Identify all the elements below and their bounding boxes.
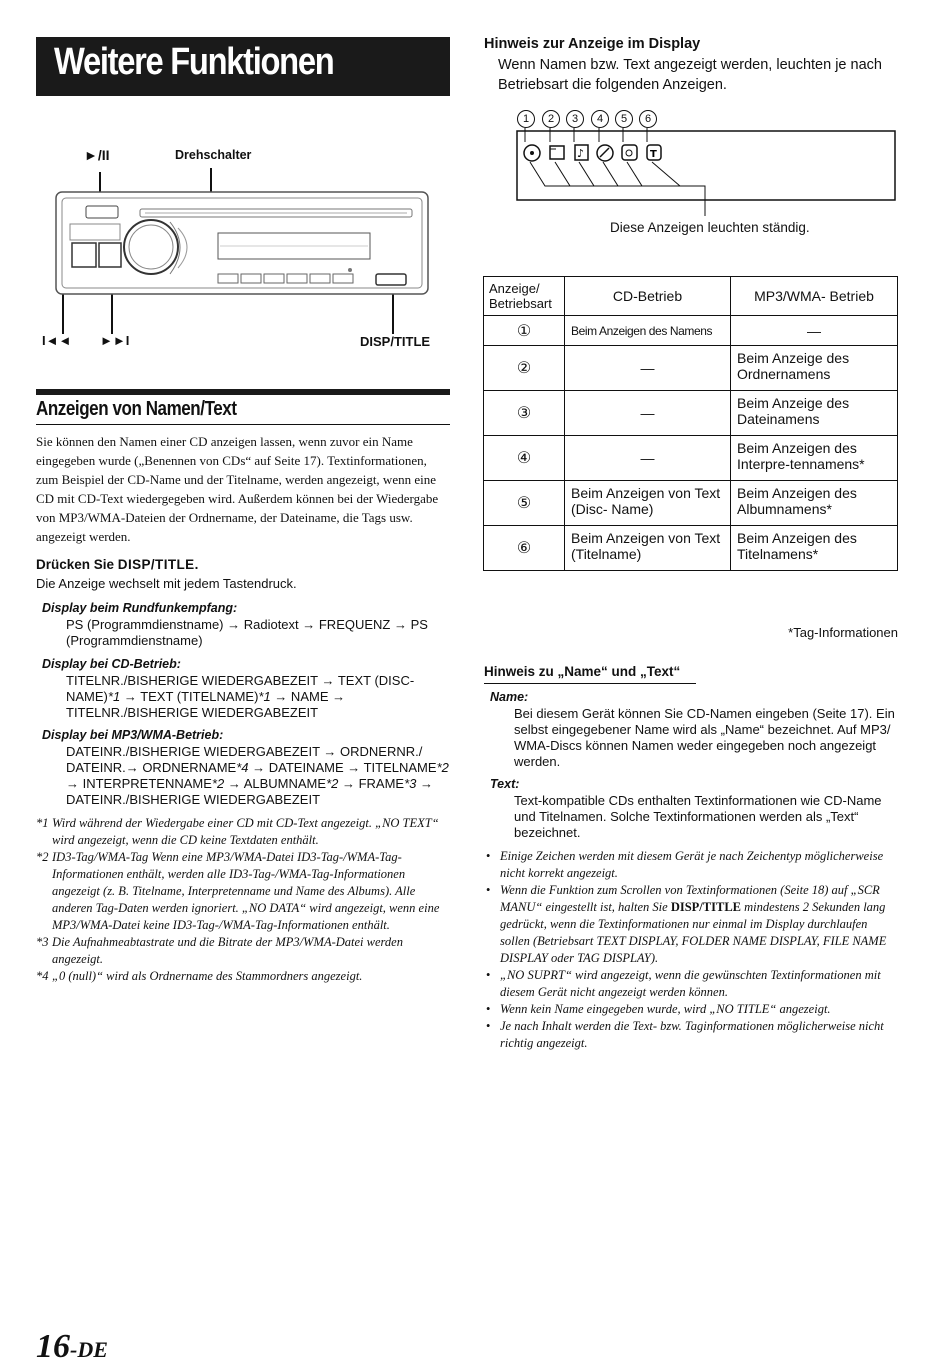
table-row [484, 436, 898, 481]
table-row [484, 391, 898, 436]
indicator-number: 2 [542, 110, 560, 128]
radio-heading: Display beim Rundfunkempfang: [42, 601, 238, 615]
section-bar [36, 389, 450, 395]
section-intro: Sie können den Namen einer CD anzeigen lassen, wenn zuvor ein Name eingegeben wurde („Benennen von CDs“ auf Seite 17). Textinformationen, zum Beispiel der CD-Name und der Titelname, werden angezeigt, wenn eine CD mit CD-Text wiedergegeben wird. Außerdem können bei der Wiedergabe von MP3/WMA-Dateien der Ordnername, der Dateiname, die Tags usw. angezeigt werden. [36, 434, 439, 544]
music-file-icon [575, 145, 588, 160]
table-footnote: *Tag-Informationen [788, 625, 898, 640]
table-cell: Beim Anzeigen des Namens [565, 316, 731, 346]
name-text-hint-rule [484, 683, 696, 684]
table-row [484, 481, 898, 526]
table-cell: — [731, 316, 898, 346]
table-cell: Beim Anzeigen von Text (Titelname) [565, 526, 731, 571]
step-description: Die Anzeige wechselt mit jedem Tastendruck. [36, 576, 297, 591]
table-header: MP3/WMA- Betrieb [731, 277, 898, 316]
notes-list [484, 848, 900, 1052]
table-cell: Beim Anzeigen des Albumnamens* [731, 481, 898, 526]
note-item: • Einige Zeichen werden mit diesem Gerät je nach Zeichentyp möglicherweise nicht korrekt angezeigt. [484, 848, 900, 882]
album-icon [622, 145, 637, 160]
next-track-label: ►►I [100, 333, 130, 348]
page-title-banner [36, 37, 450, 96]
indicator-numbers [517, 110, 657, 130]
table-row [484, 346, 898, 391]
footnotes [36, 815, 450, 985]
text-label: Text: [490, 777, 520, 791]
artist-icon [597, 145, 613, 161]
indicator-number: 1 [517, 110, 535, 128]
note-item: • Wenn die Funktion zum Scrollen von Textinformationen (Seite 18) auf „SCR MANU“ eingestellt ist, halten Sie DISP/TITLE mindestens 2 Sekunden lang gedrückt, wenn die Textinformationen nur einmal im Display durchlaufen sollen (Betriebsart TEXT DISPLAY, FOLDER NAME DISPLAY, FILE NAME DISPLAY oder TAG DISPLAY). [484, 882, 900, 967]
table-cell-number: ⑤ [484, 481, 565, 526]
table-cell-number: ① [484, 316, 565, 346]
svg-text:T: T [650, 149, 657, 160]
name-text: Bei diesem Gerät können Sie CD-Namen eingeben (Seite 17). Ein selbst eingegebener Name wird als „Name“ bezeichnet. Auf MP3/ WMA-Discs können Namen weder eingegeben noch angezeigt werden. [514, 706, 895, 769]
name-label: Name: [490, 690, 529, 704]
indicator-number: 4 [591, 110, 609, 128]
indicator-number: 6 [639, 110, 657, 128]
disp-title-label: DISP/TITLE [360, 334, 431, 349]
footnote-1: *1 Wird während der Wiedergabe einer CD mit CD-Text angezeigt. „NO TEXT“ wird angezeigt, wenn die CD keine Textdaten enthält. [36, 816, 439, 847]
indicator-table [483, 276, 898, 571]
section-title: Anzeigen von Namen/Text [36, 398, 237, 420]
table-row [484, 316, 898, 346]
table-cell-number: ⑥ [484, 526, 565, 571]
step-instruction: Drücken Sie DISP/TITLE. [36, 557, 199, 572]
table-cell: Beim Anzeige des Dateinamens [731, 391, 898, 436]
table-cell: Beim Anzeigen des Titelnamens* [731, 526, 898, 571]
table-header: Anzeige/ Betriebsart [484, 277, 565, 316]
table-cell: Beim Anzeigen des Interpre-tennamens* [731, 436, 898, 481]
table-cell-number: ③ [484, 391, 565, 436]
table-cell: — [565, 391, 731, 436]
cd-heading: Display bei CD-Betrieb: [42, 657, 181, 671]
table-row [484, 526, 898, 571]
cd-sequence: TITELNR./BISHERIGE WIEDERGABEZEIT → TEXT (DISC-NAME)*1 → TEXT (TITELNAME)*1 → NAME → TITELNR./BISHERIGE WIEDERGABEZEIT [66, 673, 415, 720]
section-rule [36, 424, 450, 425]
indicator-caption: Diese Anzeigen leuchten ständig. [610, 220, 810, 235]
title-icon [647, 145, 661, 160]
car-stereo-illustration [50, 162, 440, 334]
table-cell: — [565, 436, 731, 481]
table-cell: Beim Anzeige des Ordnernamens [731, 346, 898, 391]
svg-text:♪: ♪ [577, 147, 585, 160]
indicator-diagram [515, 128, 899, 220]
prev-track-label: I◄◄ [42, 333, 72, 348]
text-text: Text-kompatible CDs enthalten Textinformationen wie CD-Name und Titelnamen. Solche Textinformationen werden als „Text“ bezeichnet. [514, 793, 882, 840]
table-cell: — [565, 346, 731, 391]
indicator-number: 3 [566, 110, 584, 128]
footnote-2: *2 ID3-Tag/WMA-Tag Wenn eine MP3/WMA-Datei ID3-Tag-/WMA-Tag-Informationen enthält, werden alle ID3-Tag-/WMA-Tag-Informationen angezeigt (z. B. Titelname, Interpretenname und Name des Albums). Alle anderen Tag-Daten werden ignoriert. „NO DATA“ wird angezeigt, wenn eine MP3/WMA-Datei keine ID3-Tag-/WMA-Tag-Informationen enthält. [36, 850, 440, 932]
note-item: • „NO SUPRT“ wird angezeigt, wenn die gewünschten Textinformationen mit diesem Gerät nicht angezeigt werden können. [484, 967, 900, 1001]
indicator-number: 5 [615, 110, 633, 128]
display-hint-title: Hinweis zur Anzeige im Display [484, 36, 701, 52]
footnote-4: *4 „0 (null)“ wird als Ordnername des Stammordners angezeigt. [36, 969, 363, 983]
note-item: • Wenn kein Name eingegeben wurde, wird „NO TITLE“ angezeigt. [484, 1001, 900, 1018]
footnote-3: *3 Die Aufnahmeabtastrate und die Bitrate der MP3/WMA-Datei werden angezeigt. [36, 935, 403, 966]
page-number: 16-DE [36, 1328, 108, 1365]
table-header: CD-Betrieb [565, 277, 731, 316]
table-header-row [484, 277, 898, 316]
mp3-sequence: DATEINR./BISHERIGE WIEDERGABEZEIT → ORDNERNR./ DATEINR.→ ORDNERNAME*4 → DATEINAME → TITELNAME*2 → INTERPRETENNAME*2 → ALBUMNAME*2 → FRAME*3 → DATEINR./BISHERIGE WIEDERGABEZEIT [66, 744, 449, 807]
note-item: • Je nach Inhalt werden die Text- bzw. Taginformationen möglicherweise nicht richtig angezeigt. [484, 1018, 900, 1052]
folder-icon [550, 146, 564, 159]
disc-icon [524, 145, 540, 161]
mp3-heading: Display bei MP3/WMA-Betrieb: [42, 728, 224, 742]
name-text-hint-title: Hinweis zu „Name“ und „Text“ [484, 664, 681, 679]
play-pause-label: ►/II [84, 147, 110, 163]
table-cell: Beim Anzeigen von Text (Disc- Name) [565, 481, 731, 526]
table-cell-number: ② [484, 346, 565, 391]
knob-label: Drehschalter [175, 148, 252, 162]
display-hint-text: Wenn Namen bzw. Text angezeigt werden, leuchten je nach Betriebsart die folgenden Anzeigen. [498, 57, 882, 93]
page-title: Weitere Funktionen [54, 41, 334, 83]
radio-sequence: PS (Programmdienstname) → Radiotext → FREQUENZ → PS (Programmdienstname) [66, 617, 428, 648]
table-cell-number: ④ [484, 436, 565, 481]
